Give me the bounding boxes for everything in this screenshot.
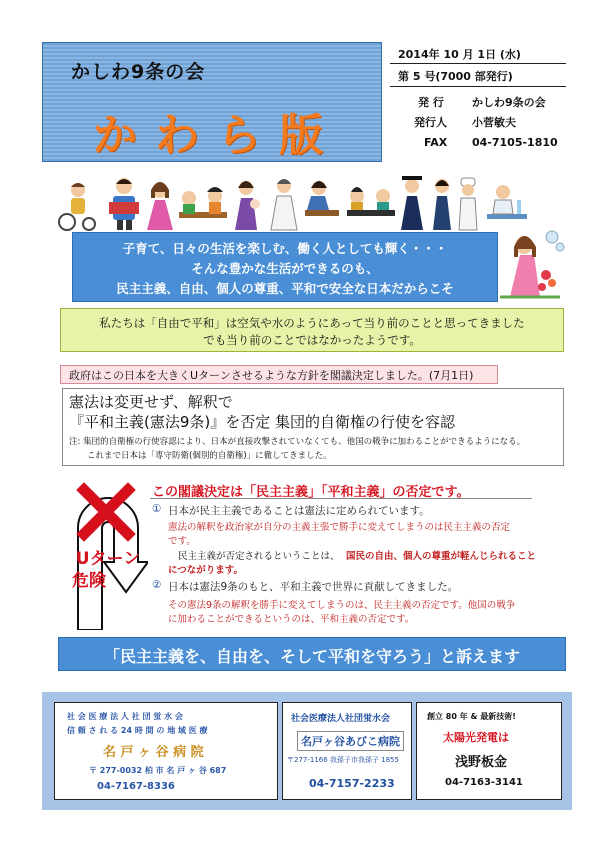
woman-flowers-illustration [490, 225, 570, 305]
divider [390, 86, 566, 87]
point-2-red-2: に加わることができるというのは、平和主義の否定です。 [168, 614, 415, 625]
point-1-red-2: です。 [168, 536, 196, 547]
point-1-black: 民主主義が否定されるということは、 [178, 551, 340, 562]
green-line-2: でも当り前のことではなかったようです。 [203, 333, 421, 347]
mother-baby-illustration [235, 181, 260, 230]
appeal-text: 「民主主義を、自由を、そして平和を守ろう」と訴えます [103, 647, 520, 666]
publisher-value: かしわ9条の会 [472, 96, 546, 109]
phone-woman-illustration [305, 181, 339, 216]
point-2-number: ② [152, 579, 162, 591]
ad1-line-2: 信 頼 さ れ る 24 時 間 の 地 域 医 療 [67, 726, 208, 735]
ad3-line-1: 創立 80 年 & 最新技術! [427, 712, 516, 721]
cook-illustration [459, 178, 477, 230]
ad2-phone: 04-7157-2233 [309, 777, 395, 790]
ads-section [42, 692, 572, 810]
ad1-line-1: 社 会 医 療 法 人 社 団 蛍 水 会 [67, 712, 183, 721]
masthead [42, 42, 382, 162]
constitution-line-1: 憲法は変更せず、解釈で [69, 393, 233, 411]
ad3-name: 浅野板金 [455, 755, 508, 770]
point-1-red-4: につながります。 [168, 565, 244, 576]
children-eating-illustration [179, 187, 227, 218]
uturn-danger-sign [64, 480, 148, 630]
office-woman-illustration [433, 179, 451, 230]
students-studying-illustration [347, 187, 395, 216]
everyday-peace-box [60, 308, 564, 352]
denial-heading: この閣議決定は「民主主義」「平和主義」の否定です。 [152, 485, 470, 500]
people-illustrations [55, 170, 535, 232]
point-1-red-3: 国民の自由、個人の尊重が軽んじられること [346, 551, 537, 562]
ad-nadogaya-hospital [54, 702, 278, 800]
ad1-phone: 04-7167-8336 [97, 781, 175, 792]
point-2-red-1: その憲法9条の解釈を勝手に変えてしまうのは、民主主義の否定です。他国の戦争 [168, 600, 516, 611]
ad2-line-1: 社会医療法人社団蛍水会 [291, 714, 391, 724]
group-name: かしわ9条の会 [71, 61, 206, 83]
point-1-number: ① [152, 503, 162, 515]
constitution-note-1: 注: 集団的自衛権の行使容認により、日本が直接攻撃されていなくても、他国の戦争に加わることができるようになる。 [69, 437, 526, 447]
cabinet-decision-label [60, 365, 498, 384]
fax-value: 04-7105-1810 [472, 136, 558, 149]
point-2-text: 日本は憲法9条のもと、平和主義で世界に貢献してきました。 [168, 581, 459, 593]
banner-line-3: 民主主義、自由、個人の尊重、平和で安全な日本だからこそ [116, 281, 454, 296]
ad2-address: 〒277-1166 我孫子市我孫子 1855 [287, 756, 399, 764]
ad2-name: 名戸ヶ谷あびこ病院 [297, 731, 404, 751]
banner-line-2: そんな豊かな生活ができるのも、 [191, 261, 379, 276]
ad3-phone: 04-7163-3141 [445, 777, 523, 788]
issue-date: 2014年 10 月 1日 (水) [398, 48, 521, 61]
graduate-illustration [401, 176, 423, 230]
divider [150, 498, 532, 499]
constitution-line-2: 『平和主義(憲法9条)』を否定 集団的自衛権の行使を容認 [69, 413, 456, 431]
ad1-address: 〒 277-0032 柏 市 名 戸 ヶ 谷 687 [89, 766, 227, 775]
editor-value: 小菅敏夫 [472, 116, 516, 129]
life-message-banner [72, 232, 498, 302]
point-1-red-1: 憲法の解釈を政治家が自分の主義主張で勝手に変えてしまうのは民主主義の否定 [168, 522, 511, 533]
ad-asano-bankin [416, 702, 562, 800]
doctor-illustration [271, 179, 297, 230]
appeal-banner [58, 637, 566, 671]
ad3-line-2: 太陽光発電は [443, 731, 509, 744]
danger-label: 危険 [72, 571, 106, 591]
divider [390, 63, 566, 64]
issue-info [390, 42, 566, 160]
publisher-label: 発 行 [418, 96, 444, 109]
accordion-child-illustration [109, 178, 139, 230]
point-1-text: 日本が民主主義であることは憲法に定められています。 [168, 505, 430, 517]
child-tricycle-illustration [59, 183, 95, 230]
uturn-label: Uターン [75, 549, 141, 569]
green-line-1: 私たちは「自由で平和」は空気や水のようにあって当り前のことと思ってきました [99, 316, 525, 330]
ad1-name: 名 戸 ヶ 谷 病 院 [103, 745, 204, 760]
paper-title: かわら版 [93, 110, 341, 161]
banner-line-1: 子育て、日々の生活を楽しむ、働く人としても輝く・・・ [122, 241, 448, 256]
scientist-illustration [487, 185, 527, 219]
fax-label: FAX [424, 136, 448, 149]
issue-number: 第 5 号(7000 部発行) [398, 70, 513, 83]
ad-abiko-hospital [282, 702, 412, 800]
girl-illustration [147, 182, 173, 230]
cabinet-decision-text: 政府はこの日本を大きくUターンさせるような方針を閣議決定しました。(7月1日) [69, 369, 474, 382]
editor-label: 発行人 [414, 116, 447, 129]
constitution-block [62, 388, 564, 466]
constitution-note-2: これまで日本は「専守防衛(個別的自衛権)」に徹してきました。 [87, 451, 332, 461]
